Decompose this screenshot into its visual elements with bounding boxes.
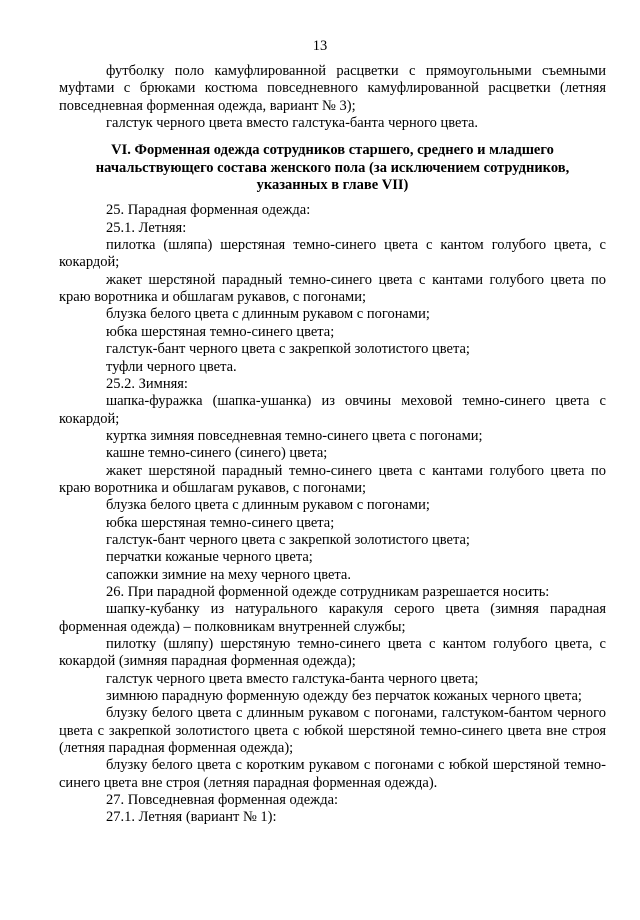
paragraph: 25.1. Летняя: <box>106 219 187 236</box>
paragraph: куртка зимняя повседневная темно-синего цвета с погонами; <box>106 427 483 444</box>
document-body <box>59 63 606 827</box>
paragraph: зимнюю парадную форменную одежду без перчаток кожаных черного цвета; <box>106 688 582 705</box>
paragraph: галстук черного цвета вместо галстука-банта черного цвета; <box>106 670 479 687</box>
paragraph: перчатки кожаные черного цвета; <box>106 549 313 566</box>
paragraph: пилотку (шляпу) шерстяную темно-синего цвета с кантом голубого цвета, с кокардой (зимняя парадная форменная одежда); <box>59 636 606 670</box>
paragraph: жакет шерстяной парадный темно-синего цвета с кантами голубого цвета по краю воротника и обшлагам рукавов, с погонами; <box>59 462 606 496</box>
section-heading <box>59 142 606 194</box>
paragraph: блузка белого цвета с длинным рукавом с погонами; <box>106 497 430 514</box>
paragraph: блузка белого цвета с длинным рукавом с погонами; <box>106 306 430 323</box>
paragraph: шапка-фуражка (шапка-ушанка) из овчины меховой темно-синего цвета с кокардой; <box>59 393 606 427</box>
intro-paragraph: галстук черного цвета вместо галстука-банта черного цвета. <box>106 115 479 132</box>
paragraph: галстук-бант черного цвета с закрепкой золотистого цвета; <box>106 531 470 548</box>
paragraph: 27. Повседневная форменная одежда: <box>106 792 339 809</box>
paragraph: галстук-бант черного цвета с закрепкой золотистого цвета; <box>106 341 470 358</box>
paragraph: блузку белого цвета с коротким рукавом с погонами с юбкой шерстяной темно-синего цвета вне строя (летняя парадная форменная одежда). <box>59 757 606 791</box>
paragraph: шапку-кубанку из натурального каракуля серого цвета (зимняя парадная форменная одежда) – полковникам внутренней службы; <box>59 601 606 635</box>
paragraph: пилотка (шляпа) шерстяная темно-синего цвета с кантом голубого цвета, с кокардой; <box>59 237 606 271</box>
paragraph: 26. При парадной форменной одежде сотрудникам разрешается носить: <box>106 583 550 600</box>
paragraph: юбка шерстяная темно-синего цвета; <box>106 514 335 531</box>
paragraph: блузку белого цвета с длинным рукавом с погонами, галстуком-бантом черного цвета с закрепкой золотистого цвета с юбкой шерстяной темно-синего цвета вне строя (летняя парадная форменная одежда); <box>59 705 606 757</box>
paragraph: юбка шерстяная темно-синего цвета; <box>106 323 335 340</box>
paragraph: кашне темно-синего (синего) цвета; <box>106 445 328 462</box>
paragraph: 25. Парадная форменная одежда: <box>106 202 311 219</box>
paragraph: 27.1. Летняя (вариант № 1): <box>106 809 277 826</box>
intro-paragraph: футболку поло камуфлированной расцветки с прямоугольными съемными муфтами с брюками костюма повседневного камуфлированной расцветки (летняя повседневная форменная одежда, вариант № 3); <box>59 63 606 114</box>
page-number: 13 <box>312 38 328 54</box>
paragraph: сапожки зимние на меху черного цвета. <box>106 566 351 583</box>
paragraph: жакет шерстяной парадный темно-синего цвета с кантами голубого цвета по краю воротника и обшлагам рукавов, с погонами; <box>59 271 606 306</box>
section-heading-line: указанных в главе VII) <box>256 177 409 194</box>
section-heading-line: VI. Форменная одежда сотрудников старшего, среднего и младшего <box>111 142 554 159</box>
section-heading-line: начальствующего состава женского пола (за исключением сотрудников, <box>95 159 570 176</box>
paragraph: 25.2. Зимняя: <box>106 375 188 392</box>
paragraph: туфли черного цвета. <box>106 358 237 375</box>
